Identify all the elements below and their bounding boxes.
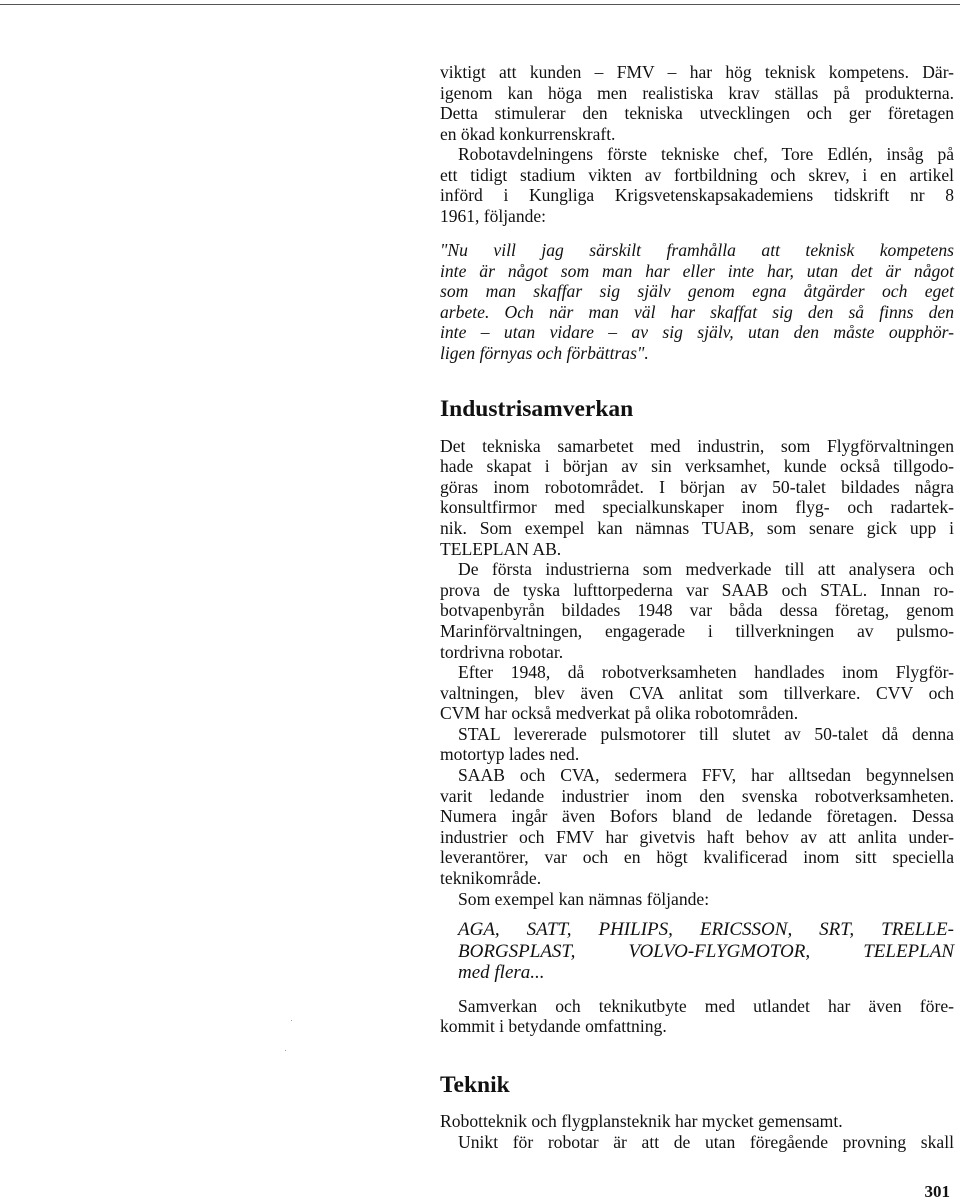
- text-line: införd i Kungliga Krigsvetenskapsakademiens tidskrift nr 8: [440, 185, 954, 205]
- text-line: Marinförvaltningen, engagerade i tillverkningen av pulsmo-: [440, 620, 954, 641]
- text-line: hade skapat i början av sin verksamhet, kunde också tillgodo-: [440, 456, 954, 477]
- text-line: teknikområde.: [440, 868, 542, 889]
- quote-line: arbete. Och när man väl har skaffat sig den så finns den: [440, 301, 954, 322]
- text-line: industrier och FMV har givetvis haft behov av att anlita under-: [440, 826, 954, 847]
- text-line: ett tidigt stadium vikten av fortbildning och skrev, i en artikel: [440, 164, 954, 185]
- text-line: Robotteknik och flygplansteknik har mycket gemensamt.: [440, 1110, 843, 1131]
- text-line: Som exempel kan nämnas följande:: [458, 888, 710, 909]
- text-line: med flera...: [458, 962, 545, 984]
- quote-line: "Nu vill jag särskilt framhålla att teknisk kompetens: [440, 240, 954, 260]
- top-rule: [0, 4, 960, 5]
- quote-line: som man skaffar sig själv genom egna åtgärder och eget: [440, 281, 954, 302]
- section-heading-industrisamverkan: Industrisamverkan: [440, 395, 634, 422]
- text-line: kommit i betydande omfattning.: [440, 1016, 667, 1037]
- text-line: AGA, SATT, PHILIPS, ERICSSON, SRT, TRELLE-: [458, 919, 954, 941]
- paragraph: [440, 996, 954, 1037]
- text-line: varit ledande industrier inom den svenska robotverksamheten.: [440, 785, 954, 806]
- text-line: STAL levererade pulsmotorer till slutet av 50-talet då denna: [458, 723, 954, 744]
- intro-paragraph: [440, 62, 954, 144]
- page-number: 301: [924, 1182, 950, 1201]
- paragraph: [440, 889, 954, 910]
- text-line: TELEPLAN AB.: [440, 538, 562, 559]
- text-line: nik. Som exempel kan nämnas TUAB, som senare gick upp i: [440, 517, 954, 538]
- text-line: leverantörer, var och en högt kvalificerad inom sitt speciella: [440, 847, 954, 868]
- text-line: en ökad konkurrenskraft.: [440, 123, 616, 144]
- text-line: Samverkan och teknikutbyte med utlandet har även före-: [458, 995, 954, 1016]
- robot-paragraph: [440, 144, 954, 226]
- text-line: BORGSPLAST, VOLVO-FLYGMOTOR, TELEPLAN: [458, 940, 954, 962]
- paragraph: [440, 765, 954, 889]
- quote-line: inte – utan vidare – av sig själv, utan den måste oupphör-: [440, 322, 954, 343]
- text-line: prova de tyska lufttorpederna var SAAB och STAL. Innan ro-: [440, 579, 954, 600]
- text-line: CVM har också medverkat på olika robotområden.: [440, 703, 799, 724]
- text-line: valtningen, blev även CVA anlitat som tillverkare. CVV och: [440, 682, 954, 703]
- paragraph: [440, 1111, 954, 1152]
- paragraph: [440, 559, 954, 662]
- scan-speck: [291, 1020, 292, 1021]
- quote-line: ligen förnyas och förbättras".: [440, 342, 649, 363]
- text-line: tordrivna robotar.: [440, 641, 564, 662]
- text-line: konsultfirmor med specialkunskaper inom flyg- och radartek-: [440, 497, 954, 518]
- scan-speck: [285, 1050, 286, 1051]
- text-line: Det tekniska samarbetet med industrin, som Flygförvaltningen: [440, 435, 954, 456]
- text-line: Unikt för robotar är att de utan föregående provning skall: [458, 1131, 954, 1152]
- quote-block: [440, 240, 954, 364]
- text-line: Numera ingår även Bofors bland de ledande företagen. Dessa: [440, 806, 954, 827]
- paragraph: [440, 662, 954, 724]
- text-line: motortyp lades ned.: [440, 744, 580, 765]
- text-line: Detta stimulerar den tekniska utvecklingen och ger företagen: [440, 103, 954, 123]
- text-line: 1961, följande:: [440, 205, 546, 226]
- text-line: botvapenbyrån bildades 1948 var båda dessa företag, genom: [440, 600, 954, 621]
- text-column: [440, 62, 954, 1152]
- section-heading-teknik: Teknik: [440, 1071, 510, 1098]
- text-line: viktigt att kunden – FMV – har hög teknisk kompetens. Där-: [440, 62, 954, 82]
- paragraph: [440, 724, 954, 765]
- company-list: [440, 919, 954, 984]
- text-line: SAAB och CVA, sedermera FFV, har alltsedan begynnelsen: [458, 765, 954, 786]
- quote-line: inte är något som man har eller inte har, utan det är något: [440, 260, 954, 281]
- text-line: göras inom robotområdet. I början av 50-talet bildades några: [440, 476, 954, 497]
- text-line: De första industrierna som medverkade till att analysera och: [458, 559, 954, 580]
- text-line: Efter 1948, då robotverksamheten handlades inom Flygför-: [458, 662, 954, 683]
- text-line: Robotavdelningens förste tekniske chef, Tore Edlén, insåg på: [458, 144, 954, 164]
- text-line: igenom kan höga men realistiska krav ställas på produkterna.: [440, 82, 954, 103]
- paragraph: [440, 436, 954, 560]
